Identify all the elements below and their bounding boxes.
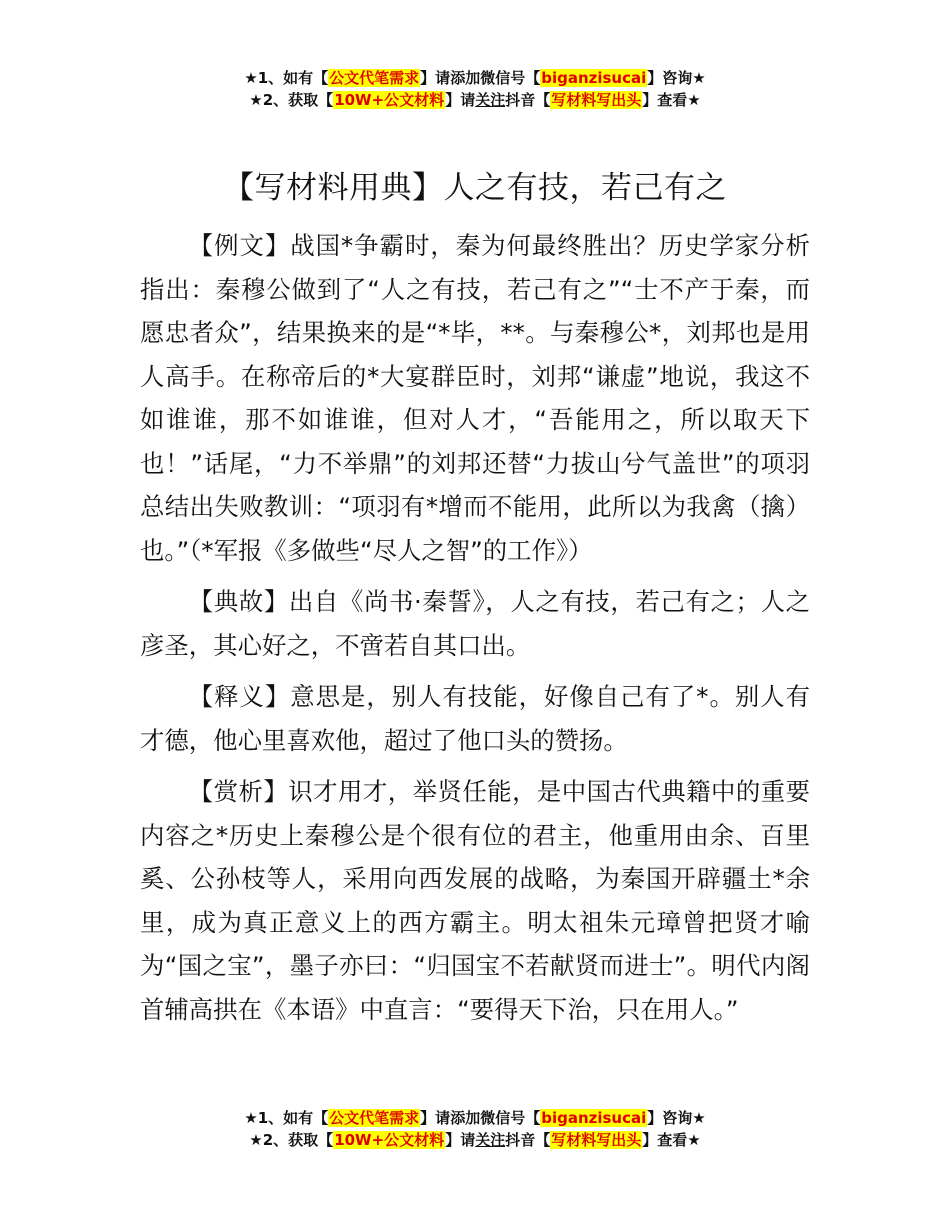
banner-text: 】咨询★	[647, 69, 706, 87]
article-body	[140, 224, 810, 1039]
banner-text: 】请	[445, 1131, 476, 1149]
page-title: 【写材料用典】人之有技，若己有之	[223, 170, 727, 206]
banner-line-2	[0, 1129, 950, 1151]
highlight-materials: 10W+公文材料	[334, 91, 445, 109]
banner-emphasis: 添加	[450, 1109, 481, 1127]
highlight-douyin-account: 写材料写出头	[551, 91, 642, 109]
highlight-materials: 10W+公文材料	[334, 1131, 445, 1149]
banner-text: ★1、如有【	[244, 69, 329, 87]
paragraph-meaning: 【释义】意思是，别人有技能，好像自己有了*。别人有才德，他心里喜欢他，超过了他口头的赞扬。	[140, 682, 810, 755]
banner-text: ★2、获取【	[249, 91, 334, 109]
paragraph-allusion: 【典故】出自《尚书·秦誓》，人之有技，若己有之；人之彦圣，其心好之，不啻若自其口出。	[140, 587, 810, 660]
highlight-douyin-account: 写材料写出头	[551, 1131, 642, 1149]
banner-text: 微信号【	[480, 69, 541, 87]
highlight-service: 公文代笔需求	[329, 69, 420, 87]
highlight-wechat-id: biganzisucai	[541, 69, 647, 87]
banner-line-2	[0, 89, 950, 111]
banner-text: 】请	[445, 91, 476, 109]
highlight-wechat-id: biganzisucai	[541, 1109, 647, 1127]
banner-emphasis: 添加	[450, 69, 481, 87]
banner-text: 】查看★	[642, 91, 701, 109]
banner-text: 微信号【	[480, 1109, 541, 1127]
paragraph-appreciation: 【赏析】识才用才，举贤任能，是中国古代典籍中的重要内容之*历史上秦穆公是个很有位的君主，他重用由余、百里奚、公孙枝等人，采用向西发展的战略，为秦国开辟疆土*余里，成为真正意义上的西方霸主。明太祖朱元璋曾把贤才喻为“国之宝”，墨子亦曰：“归国宝不若献贤而进士”。明代内阁首辅高拱在《本语》中直言：“要得天下治，只在用人。”	[140, 777, 810, 1024]
paragraph-example: 【例文】战国*争霸时，秦为何最终胜出？历史学家分析指出：秦穆公做到了“人之有技，若己有之”“士不产于秦，而愿忠者众”，结果换来的是“*毕，**。与秦穆公*，刘邦也是用人高手。在称帝后的*大宴群臣时，刘邦“谦虚”地说，我这不如谁谁，那不如谁谁，但对人才，“吾能用之，所以取天下也！”话尾，“力不举鼎”的刘邦还替“力拔山兮气盖世”的项羽总结出失败教训：“项羽有*增而不能用，此所以为我禽（擒）也。”（*军报《多做些“尽人之智”的工作》）	[140, 231, 810, 565]
banner-line-1	[0, 1107, 950, 1129]
banner-emphasis: 关注	[475, 1131, 506, 1149]
banner-text: ★2、获取【	[249, 1131, 334, 1149]
banner-text: 抖音【	[505, 1131, 551, 1149]
banner-text: 】查看★	[642, 1131, 701, 1149]
banner-text: 】咨询★	[647, 1109, 706, 1127]
banner-text: 】请	[420, 1109, 451, 1127]
highlight-service: 公文代笔需求	[329, 1109, 420, 1127]
banner-text: 抖音【	[505, 91, 551, 109]
footer-banner	[0, 1107, 950, 1151]
header-banner	[0, 67, 950, 111]
banner-emphasis: 关注	[475, 91, 506, 109]
banner-text: 】请	[420, 69, 451, 87]
banner-text: ★1、如有【	[244, 1109, 329, 1127]
banner-line-1	[0, 67, 950, 89]
